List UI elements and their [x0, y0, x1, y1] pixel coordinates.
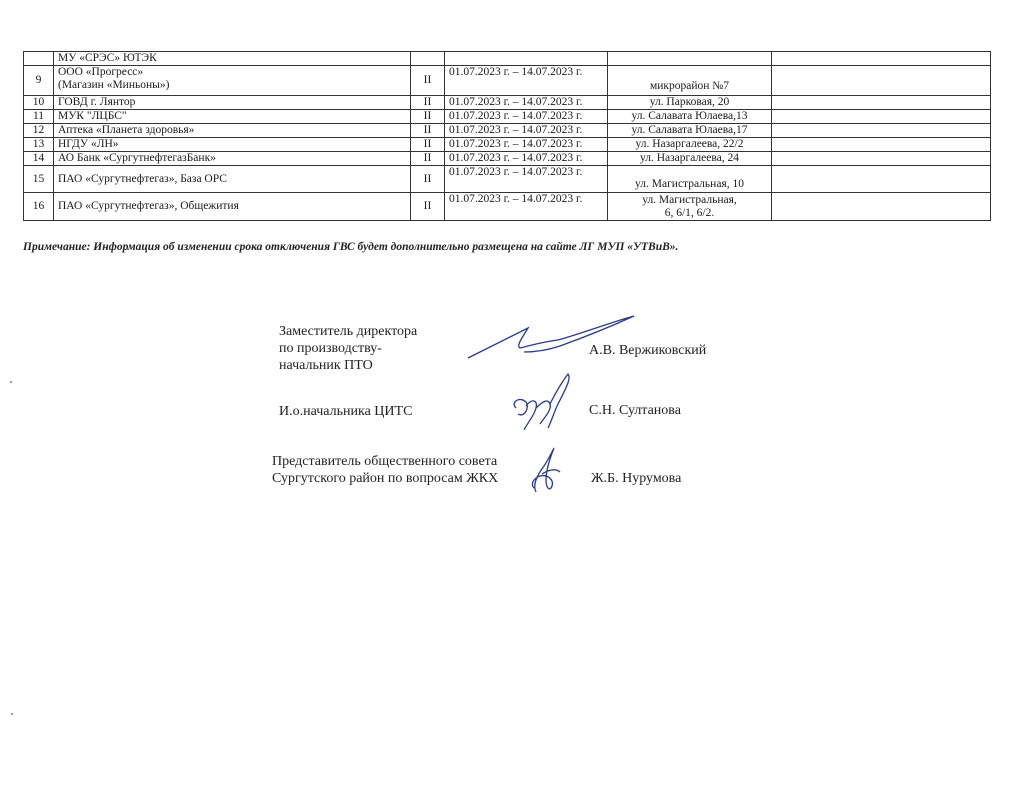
name-line: ООО «Прогресс»	[58, 66, 144, 78]
row-number: 9	[24, 66, 54, 96]
table-row	[24, 166, 991, 193]
category: II	[411, 96, 445, 110]
signature-mark	[506, 368, 578, 440]
scan-speck	[10, 381, 12, 383]
address	[608, 193, 772, 221]
signer-name: А.В. Вержиковский	[589, 343, 707, 358]
name-line: (Магазин «Миньоны»)	[58, 79, 170, 91]
table-row	[24, 152, 991, 166]
outage-period: 01.07.2023 г. – 14.07.2023 г.	[445, 138, 608, 152]
category: II	[411, 193, 445, 221]
category: II	[411, 138, 445, 152]
address: ул. Магистральная, 10	[608, 166, 772, 193]
address-line: ул. Магистральная,	[642, 193, 737, 206]
row-number: 12	[24, 124, 54, 138]
organization-name: Аптека «Планета здоровья»	[54, 124, 411, 138]
address: ул. Парковая, 20	[608, 96, 772, 110]
row-number	[24, 52, 54, 66]
outage-table	[23, 51, 991, 221]
organization-name: АО Банк «СургутнефтегазБанк»	[54, 152, 411, 166]
row-number: 11	[24, 110, 54, 124]
outage-period: 01.07.2023 г. – 14.07.2023 г.	[445, 66, 608, 96]
row-number: 13	[24, 138, 54, 152]
signer-title: Представитель общественного совета Сургутского район по вопросам ЖКХ	[272, 454, 499, 486]
table-row	[24, 66, 991, 96]
row-number: 10	[24, 96, 54, 110]
outage-period: 01.07.2023 г. – 14.07.2023 г.	[445, 166, 608, 193]
table-row	[24, 193, 991, 221]
organization-name	[54, 66, 411, 96]
category: II	[411, 66, 445, 96]
table-row	[24, 96, 991, 110]
organization-name: ПАО «Сургутнефтегаз», Общежития	[54, 193, 411, 221]
row-number: 14	[24, 152, 54, 166]
category: II	[411, 152, 445, 166]
outage-period: 01.07.2023 г. – 14.07.2023 г.	[445, 96, 608, 110]
address: ул. Салавата Юлаева,13	[608, 110, 772, 124]
signature-mark	[522, 444, 566, 496]
outage-period: 01.07.2023 г. – 14.07.2023 г.	[445, 152, 608, 166]
organization-name: НГДУ «ЛН»	[54, 138, 411, 152]
signer-name: Ж.Б. Нурумова	[591, 471, 682, 486]
address: ул. Назаргалеева, 24	[608, 152, 772, 166]
footnote: Примечание: Информация об изменении срока отключения ГВС будет дополнительно размещена на сайте ЛГ МУП «УТВиВ».	[23, 241, 679, 253]
organization-name: ГОВД г. Лянтор	[54, 96, 411, 110]
organization-name: МУК "ЛЦБС"	[54, 110, 411, 124]
row-number: 16	[24, 193, 54, 221]
table-row	[24, 124, 991, 138]
signer-name: С.Н. Султанова	[589, 403, 681, 418]
table-row	[24, 52, 991, 66]
address: ул. Салавата Юлаева,17	[608, 124, 772, 138]
organization-name: МУ «СРЭС» ЮТЭК	[54, 52, 411, 66]
signer-title: Заместитель директора по производству- начальник ПТО	[279, 324, 418, 373]
row-number: 15	[24, 166, 54, 193]
organization-name: ПАО «Сургутнефтегаз», База ОРС	[54, 166, 411, 193]
outage-period: 01.07.2023 г. – 14.07.2023 г.	[445, 193, 608, 221]
category: II	[411, 124, 445, 138]
category: II	[411, 110, 445, 124]
outage-period: 01.07.2023 г. – 14.07.2023 г.	[445, 110, 608, 124]
scan-speck	[11, 713, 13, 715]
address-line: 6, 6/1, 6/2.	[664, 206, 715, 219]
table-row	[24, 138, 991, 152]
address: микрорайон №7	[608, 66, 772, 96]
table-row	[24, 110, 991, 124]
outage-period: 01.07.2023 г. – 14.07.2023 г.	[445, 124, 608, 138]
signer-title: И.о.начальника ЦИТС	[279, 404, 413, 419]
category: II	[411, 166, 445, 193]
address: ул. Назаргалеева, 22/2	[608, 138, 772, 152]
